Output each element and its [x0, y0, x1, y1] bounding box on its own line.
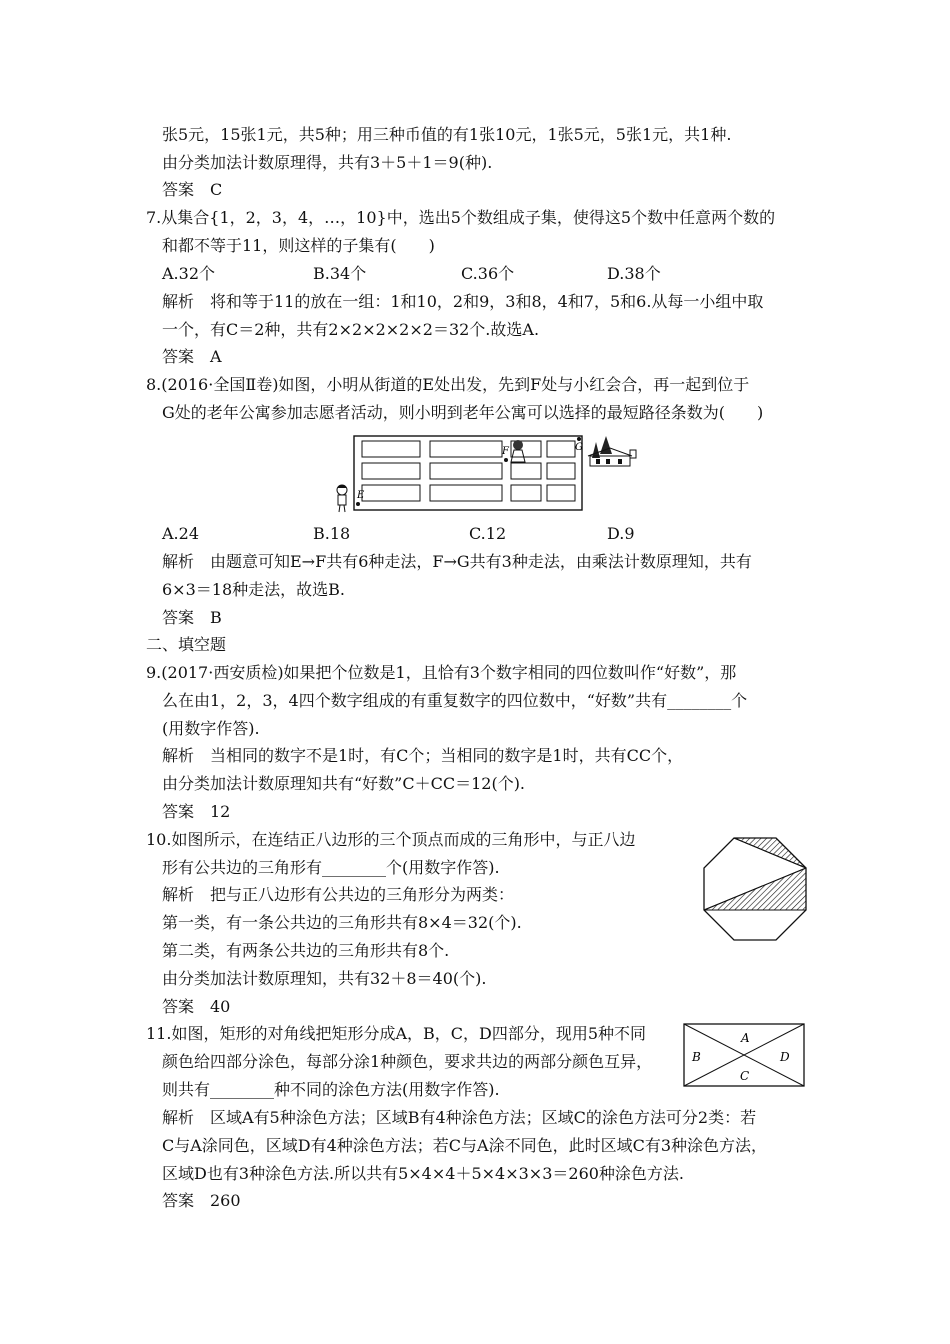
solution-line: 解析 当相同的数字不是1时，有C个；当相同的数字是1时，共有CC个，: [162, 746, 684, 765]
point-e-label: E: [357, 490, 365, 501]
section-heading: 二、填空题: [146, 635, 227, 654]
region-d-label: D: [780, 1050, 790, 1064]
octagon-figure: [690, 824, 820, 944]
answer-line: 答案 260: [162, 1191, 241, 1210]
boy-icon: [337, 485, 347, 512]
question-10-stem: 形有公共边的三角形有________个(用数字作答).: [162, 858, 500, 877]
solution-line: 区域D也有3种涂色方法.所以共有5×4×4＋5×4×3×3＝260种涂色方法.: [162, 1164, 685, 1183]
question-9-stem: (用数字作答).: [162, 719, 260, 738]
answer-line: 答案 12: [162, 802, 231, 821]
option-c: C.12: [469, 524, 507, 543]
answer-line: 答案 C: [162, 180, 223, 199]
point-f-label: F: [502, 446, 509, 457]
solution-line: 一个，有C＝2种，共有2×2×2×2×2＝32个.故选A.: [162, 320, 540, 339]
answer-line: 答案 40: [162, 997, 231, 1016]
question-11-stem: 11.如图，矩形的对角线把矩形分成A，B，C，D四部分，现用5种不同: [146, 1024, 647, 1043]
question-10-stem: 10.如图所示，在连结正八边形的三个顶点而成的三角形中，与正八边: [146, 830, 636, 849]
option-b: B.18: [313, 524, 351, 543]
senior-apartment-icon: [588, 436, 636, 466]
question-9-stem: 么在由1，2，3，4四个数字组成的有重复数字的四位数中，“好数”共有________个: [162, 691, 748, 710]
solution-line: 张5元，15张1元，共5种；用三种币值的有1张10元，1张5元，5张1元，共1种.: [162, 125, 732, 144]
question-11-stem: 颜色给四部分涂色，每部分涂1种颜色，要求共边的两部分颜色互异，: [162, 1052, 653, 1071]
question-7-stem: 7.从集合{1，2，3，4，…，10}中，选出5个数组成子集，使得这5个数中任意两个数的: [146, 208, 776, 227]
option-a: A.32个: [162, 264, 216, 283]
solution-line: 解析 区域A有5种涂色方法；区域B有4种涂色方法；区域C的涂色方法可分2类：若: [162, 1108, 757, 1127]
option-d: D.9: [607, 524, 635, 543]
solution-line: 解析 把与正八边形有公共边的三角形分为两类：: [162, 885, 515, 904]
solution-line: 解析 由题意可知E→F共有6种走法，F→G共有3种走法，由乘法计数原理知，共有: [162, 552, 752, 571]
option-a: A.24: [162, 524, 199, 543]
question-8-options: [162, 524, 722, 544]
street-map-figure: [328, 428, 648, 518]
rectangle-regions-figure: [680, 1020, 810, 1090]
option-d: D.38个: [607, 264, 661, 283]
point-g-label: G: [575, 442, 583, 453]
option-b: B.34个: [313, 264, 367, 283]
question-8-stem: 8.(2016·全国Ⅱ卷)如图，小明从街道的E处出发，先到F处与小红会合，再一起到位于: [146, 375, 750, 394]
answer-line: 答案 A: [162, 347, 222, 366]
solution-line: 第一类，有一条公共边的三角形共有8×4＝32(个).: [162, 913, 522, 932]
solution-line: 由分类加法计数原理知，共有32＋8＝40(个).: [162, 969, 487, 988]
question-9-stem: 9.(2017·西安质检)如果把个位数是1，且恰有3个数字相同的四位数叫作“好数”，那: [146, 663, 737, 682]
solution-line: 6×3＝18种走法，故选B.: [162, 580, 345, 599]
region-b-label: B: [692, 1050, 701, 1064]
question-8-stem: G处的老年公寓参加志愿者活动，则小明到老年公寓可以选择的最短路径条数为( ): [162, 403, 764, 422]
region-a-label: A: [741, 1031, 750, 1045]
solution-line: C与A涂同色，区域D有4种涂色方法；若C与A涂不同色，此时区域C有3种涂色方法，: [162, 1136, 768, 1155]
question-7-stem: 和都不等于11，则这样的子集有( ): [162, 236, 435, 255]
solution-line: 由分类加法计数原理知共有“好数”C＋CC＝12(个).: [162, 774, 526, 793]
answer-line: 答案 B: [162, 608, 222, 627]
solution-line: 解析 将和等于11的放在一组：1和10，2和9，3和8，4和7，5和6.从每一小组中取: [162, 292, 764, 311]
question-7-options: [162, 264, 722, 284]
girl-icon: [511, 440, 525, 462]
question-11-stem: 则共有________种不同的涂色方法(用数字作答).: [162, 1080, 500, 1099]
option-c: C.36个: [461, 264, 515, 283]
solution-line: 由分类加法计数原理得，共有3＋5＋1＝9(种).: [162, 153, 493, 172]
region-c-label: C: [740, 1069, 750, 1083]
solution-line: 第二类，有两条公共边的三角形共有8个.: [162, 941, 450, 960]
